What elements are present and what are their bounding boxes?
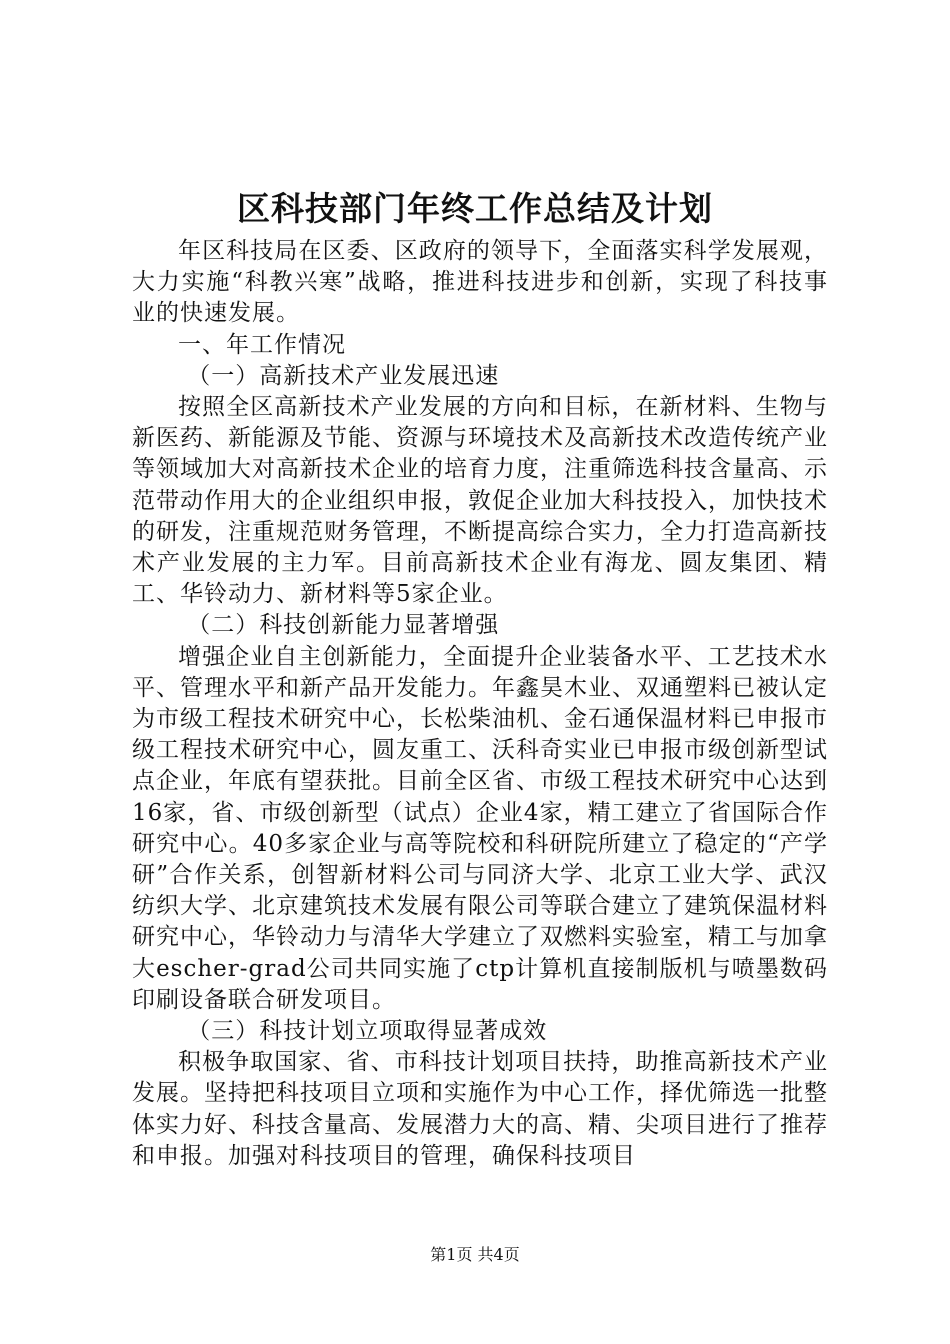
subsection-heading-3: （三）科技计划立项取得显著成效 xyxy=(187,1018,548,1045)
paragraph-innovation: 增强企业自主创新能力，全面提升企业装备水平、工艺技术水平、管理水平和新产品开发能力。年鑫昊木业、双通塑料已被认定为市级工程技术研究中心，长松柴油机、金石通保温材料已申报市级工程技术研究中心，圆友重工、沃科奇实业已申报市级创新型试点企业，年底有望获批。目前全区省、市级工程技术研究中心达到16家，省、市级创新型（试点）企业4家，精工建立了省国际合作研究中心。40多家企业与高等院校和科研院所建立了稳定的“产学研”合作关系，创智新材料公司与同济大学、北京工业大学、武汉纺织大学、北京建筑技术发展有限公司等联合建立了建筑保温材料研究中心，华铃动力与清华大学建立了双燃料实验室，精工与加拿大escher-grad公司共同实施了ctp计算机直接制版机与喷墨数码印刷设备联合研发项目。 xyxy=(132,643,828,1013)
subsection-heading-1: （一）高新技术产业发展迅速 xyxy=(187,362,500,389)
page-number-footer: 第1页 共4页 xyxy=(430,1245,520,1264)
section-heading: 一、年工作情况 xyxy=(178,331,346,358)
document-body xyxy=(132,236,828,1172)
paragraph-projects: 积极争取国家、省、市科技计划项目扶持，助推高新技术产业发展。坚持把科技项目立项和实施作为中心工作，择优筛选一批整体实力好、科技含量高、发展潜力大的高、精、尖项目进行了推荐和申报。加强对科技项目的管理，确保科技项目 xyxy=(132,1049,828,1169)
page-title: 区科技部门年终工作总结及计划 xyxy=(237,189,713,228)
subsection-heading-2: （二）科技创新能力显著增强 xyxy=(187,612,500,639)
paragraph-intro: 年区科技局在区委、区政府的领导下，全面落实科学发展观，大力实施“科教兴寒”战略，推进科技进步和创新，实现了科技事业的快速发展。 xyxy=(132,238,828,327)
paragraph-hightech: 按照全区高新技术产业发展的方向和目标，在新材料、生物与新医药、新能源及节能、资源与环境技术及高新技术改造传统产业等领域加大对高新技术企业的培育力度，注重筛选科技含量高、示范带动作用大的企业组织申报，敦促企业加大科技投入，加快技术的研发，注重规范财务管理，不断提高综合实力，全力打造高新技术产业发展的主力军。目前高新技术企业有海龙、圆友集团、精工、华铃动力、新材料等5家企业。 xyxy=(132,394,828,608)
